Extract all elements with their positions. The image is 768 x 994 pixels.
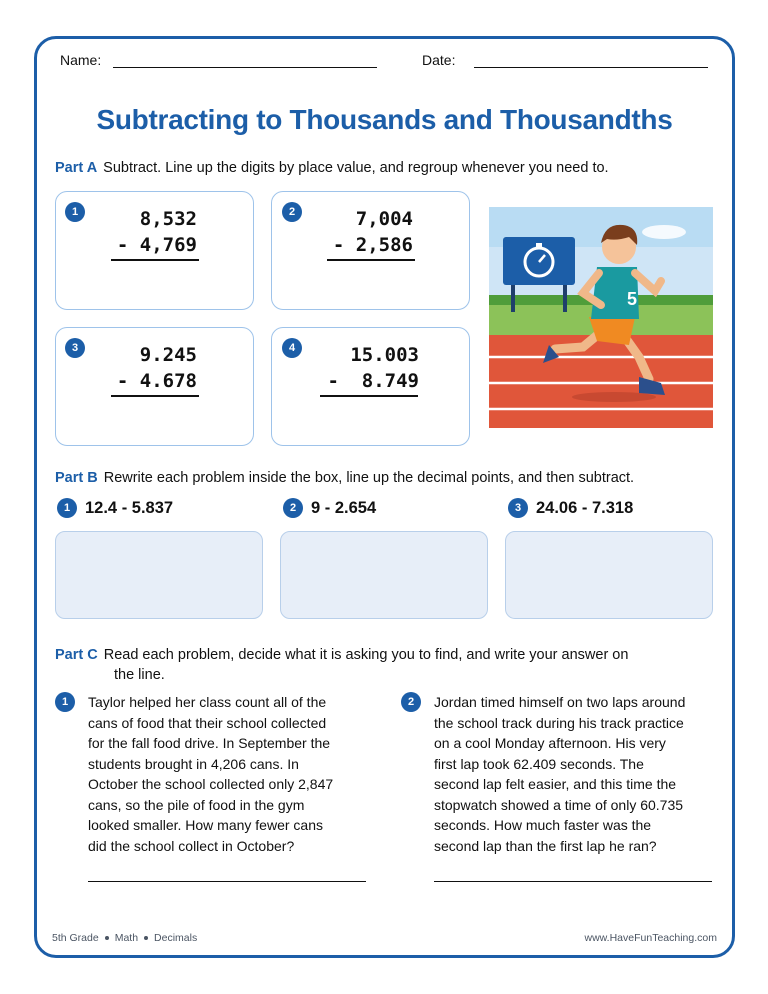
- part-b-problem-3: [508, 498, 633, 518]
- problem-answer-line: [320, 395, 418, 397]
- part-b-answer-box-2[interactable]: [280, 531, 488, 619]
- part-c-instruction-line-2: the line.: [114, 667, 165, 683]
- word-problem-line: Jordan timed himself on two laps around: [434, 694, 686, 710]
- problem-bottom-number: - 8.749: [327, 370, 419, 392]
- name-field-line[interactable]: [113, 67, 377, 68]
- answer-line-1[interactable]: [88, 881, 366, 882]
- problem-expression: 24.06 - 7.318: [536, 498, 634, 517]
- part-a-problem-2[interactable]: [271, 191, 470, 310]
- part-b-problem-2: [283, 498, 376, 518]
- part-a-tag: Part A: [55, 160, 98, 176]
- date-field-line[interactable]: [474, 67, 708, 68]
- word-problem-line: October the school collected only 2,847: [88, 776, 334, 792]
- number-badge: 3: [508, 498, 528, 518]
- problem-answer-line: [111, 259, 199, 261]
- word-problem-line: on a cool Monday afternoon. His very: [434, 735, 666, 751]
- footer-meta: [52, 932, 197, 944]
- problem-top-number: 15.003: [350, 344, 419, 366]
- part-a-instruction: Subtract. Line up the digits by place value, and regroup whenever you need to.: [103, 160, 609, 176]
- part-a-problem-1[interactable]: [55, 191, 254, 310]
- number-badge: 1: [65, 202, 85, 222]
- footer-separator: [105, 936, 109, 940]
- number-badge: 1: [55, 692, 75, 712]
- number-badge: 2: [401, 692, 421, 712]
- problem-expression: 9 - 2.654: [311, 498, 377, 517]
- footer-separator: [144, 936, 148, 940]
- part-a-heading: [55, 160, 609, 176]
- word-problem-line: did the school collect in October?: [88, 837, 295, 854]
- number-badge: 2: [283, 498, 303, 518]
- footer-topic: Decimals: [154, 932, 198, 944]
- word-problem-line: students brought in 4,206 cans. In: [88, 755, 299, 772]
- problem-bottom-number: - 4.678: [116, 370, 197, 392]
- part-c-heading: [55, 645, 628, 685]
- part-b-instruction: Rewrite each problem inside the box, line up the decimal points, and then subtract.: [103, 470, 635, 486]
- runner-illustration: [489, 207, 713, 428]
- word-problem-line: first lap took 62.409 seconds. The: [434, 755, 644, 772]
- number-badge: 3: [65, 338, 85, 358]
- problem-top-number: 7,004: [355, 208, 413, 230]
- part-c-tag: Part C: [55, 647, 98, 663]
- word-problem-1: [88, 692, 333, 856]
- problem-answer-line: [327, 259, 415, 261]
- name-label: Name:: [60, 52, 102, 68]
- word-problem-line: Taylor helped her class count all of the: [88, 694, 327, 710]
- word-problem-line: looked smaller. How many fewer cans: [88, 817, 323, 833]
- problem-expression: 12.4 - 5.837: [85, 498, 174, 517]
- word-problem-line: the school track during his track practice: [434, 714, 684, 731]
- problem-bottom-number: - 2,586: [332, 234, 413, 256]
- part-b-answer-box-3[interactable]: [505, 531, 713, 619]
- problem-top-number: 8,532: [139, 208, 197, 230]
- runner-scene-svg: [489, 207, 713, 428]
- part-b-tag: Part B: [55, 470, 98, 486]
- number-badge: 2: [282, 202, 302, 222]
- page-title: Subtracting to Thousands and Thousandths: [96, 104, 673, 135]
- word-problem-line: for the fall food drive. In September the: [88, 735, 331, 751]
- word-problem-line: second lap than the first lap he ran?: [434, 837, 657, 854]
- problem-answer-line: [111, 395, 199, 397]
- word-problem-line: seconds. How much faster was the: [434, 817, 652, 833]
- answer-line-2[interactable]: [434, 881, 712, 882]
- problem-top-number: 9.245: [139, 344, 197, 366]
- part-b-problem-1: [57, 498, 173, 518]
- word-problem-2: [434, 692, 685, 856]
- part-b-heading: [55, 470, 634, 486]
- word-problem-line: stopwatch showed a time of only 60.735: [434, 796, 684, 813]
- part-c-instruction-line-1: Read each problem, decide what it is asking you to find, and write your answer on: [103, 647, 629, 663]
- footer-subject: Math: [114, 932, 139, 944]
- problem-bottom-number: - 4,769: [116, 234, 197, 256]
- jersey-number: 5: [627, 289, 638, 309]
- number-badge: 1: [57, 498, 77, 518]
- part-b-answer-box-1[interactable]: [55, 531, 263, 619]
- date-label: Date:: [422, 52, 456, 68]
- word-problem-line: second lap felt easier, and this time the: [434, 776, 677, 792]
- word-problem-line: cans of food that their school collected: [88, 714, 327, 731]
- part-a-problem-4[interactable]: [271, 327, 470, 446]
- footer-site: www.HaveFunTeaching.com: [584, 932, 717, 944]
- part-a-problem-3[interactable]: [55, 327, 254, 446]
- word-problem-line: cans, so the pile of food in the gym: [88, 796, 305, 813]
- number-badge: 4: [282, 338, 302, 358]
- footer-grade: 5th Grade: [52, 932, 99, 944]
